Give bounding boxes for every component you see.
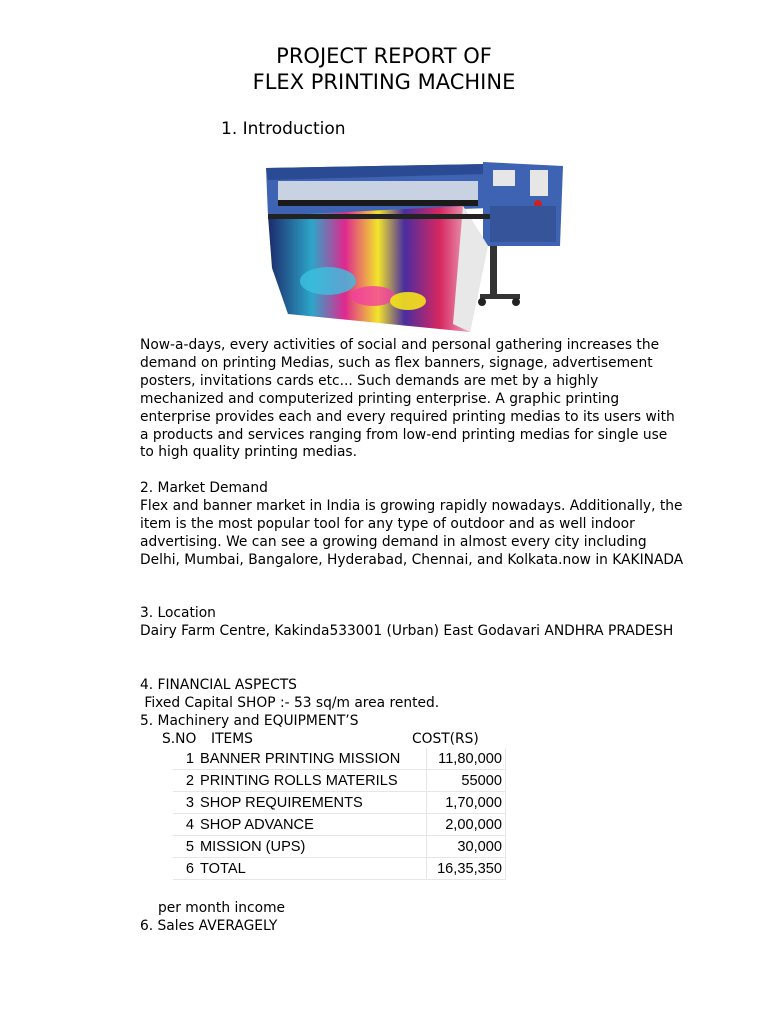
table-row-total <box>173 858 506 880</box>
row-cost: 11,80,000 <box>427 748 506 770</box>
financial-heading: 4. FINANCIAL ASPECTS <box>140 677 297 693</box>
equipment-cost-table <box>173 748 506 880</box>
machinery-heading: 5. Machinery and EQUIPMENT’S <box>140 713 359 729</box>
flex-printer-image <box>258 156 568 332</box>
location-heading: 3. Location <box>140 605 216 621</box>
sales-heading: 6. Sales AVERAGELY <box>140 918 278 934</box>
table-row <box>173 770 506 792</box>
per-month-income-label: per month income <box>158 900 286 916</box>
row-item: SHOP ADVANCE <box>197 814 427 836</box>
row-sno: 3 <box>173 792 197 814</box>
page-title-line2: FLEX PRINTING MACHINE <box>252 70 516 94</box>
row-item: TOTAL <box>197 858 427 880</box>
page-title-line1: PROJECT REPORT OF <box>276 44 492 68</box>
row-sno: 2 <box>173 770 197 792</box>
row-cost: 16,35,350 <box>427 858 506 880</box>
financial-text: Fixed Capital SHOP :- 53 sq/m area rented. <box>140 695 440 711</box>
row-cost: 1,70,000 <box>427 792 506 814</box>
column-header-cost: COST(RS) <box>412 731 479 747</box>
row-sno: 1 <box>173 748 197 770</box>
table-row <box>173 748 506 770</box>
location-text: Dairy Farm Centre, Kakinda533001 (Urban) East Godavari ANDHRA PRADESH <box>140 623 674 639</box>
intro-heading: 1. Introduction <box>221 119 346 139</box>
column-header-items: ITEMS <box>211 731 253 747</box>
market-demand-paragraph: Flex and banner market in India is growing rapidly nowadays. Additionally, the item is the most popular tool for any type of outdoor and as well indoor advertising. We can see a growing demand in almost every city including Delhi, Mumbai, Bangalore, Hyderabad, Chennai, and Kolkata.now in KAKINADA <box>140 498 684 568</box>
row-item: SHOP REQUIREMENTS <box>197 792 427 814</box>
row-item: BANNER PRINTING MISSION <box>197 748 427 770</box>
table-row <box>173 792 506 814</box>
row-cost: 55000 <box>427 770 506 792</box>
row-sno: 5 <box>173 836 197 858</box>
row-sno: 6 <box>173 858 197 880</box>
row-sno: 4 <box>173 814 197 836</box>
row-cost: 2,00,000 <box>427 814 506 836</box>
row-cost: 30,000 <box>427 836 506 858</box>
table-row <box>173 836 506 858</box>
table-row <box>173 814 506 836</box>
intro-paragraph: Now-a-days, every activities of social and personal gathering increases the demand on printing Medias, such as flex banners, signage, advertisement posters, invitations cards etc... Such demands are met by a highly mechanized and computerized printing enterprise. A graphic printing enterprise provides each and every required printing medias to its users with a products and services ranging from low-end printing medias for single use to high quality printing medias. <box>140 337 675 461</box>
market-demand-heading: 2. Market Demand <box>140 480 268 496</box>
row-item: PRINTING ROLLS MATERILS <box>197 770 427 792</box>
row-item: MISSION (UPS) <box>197 836 427 858</box>
column-header-sno: S.NO <box>162 731 197 747</box>
